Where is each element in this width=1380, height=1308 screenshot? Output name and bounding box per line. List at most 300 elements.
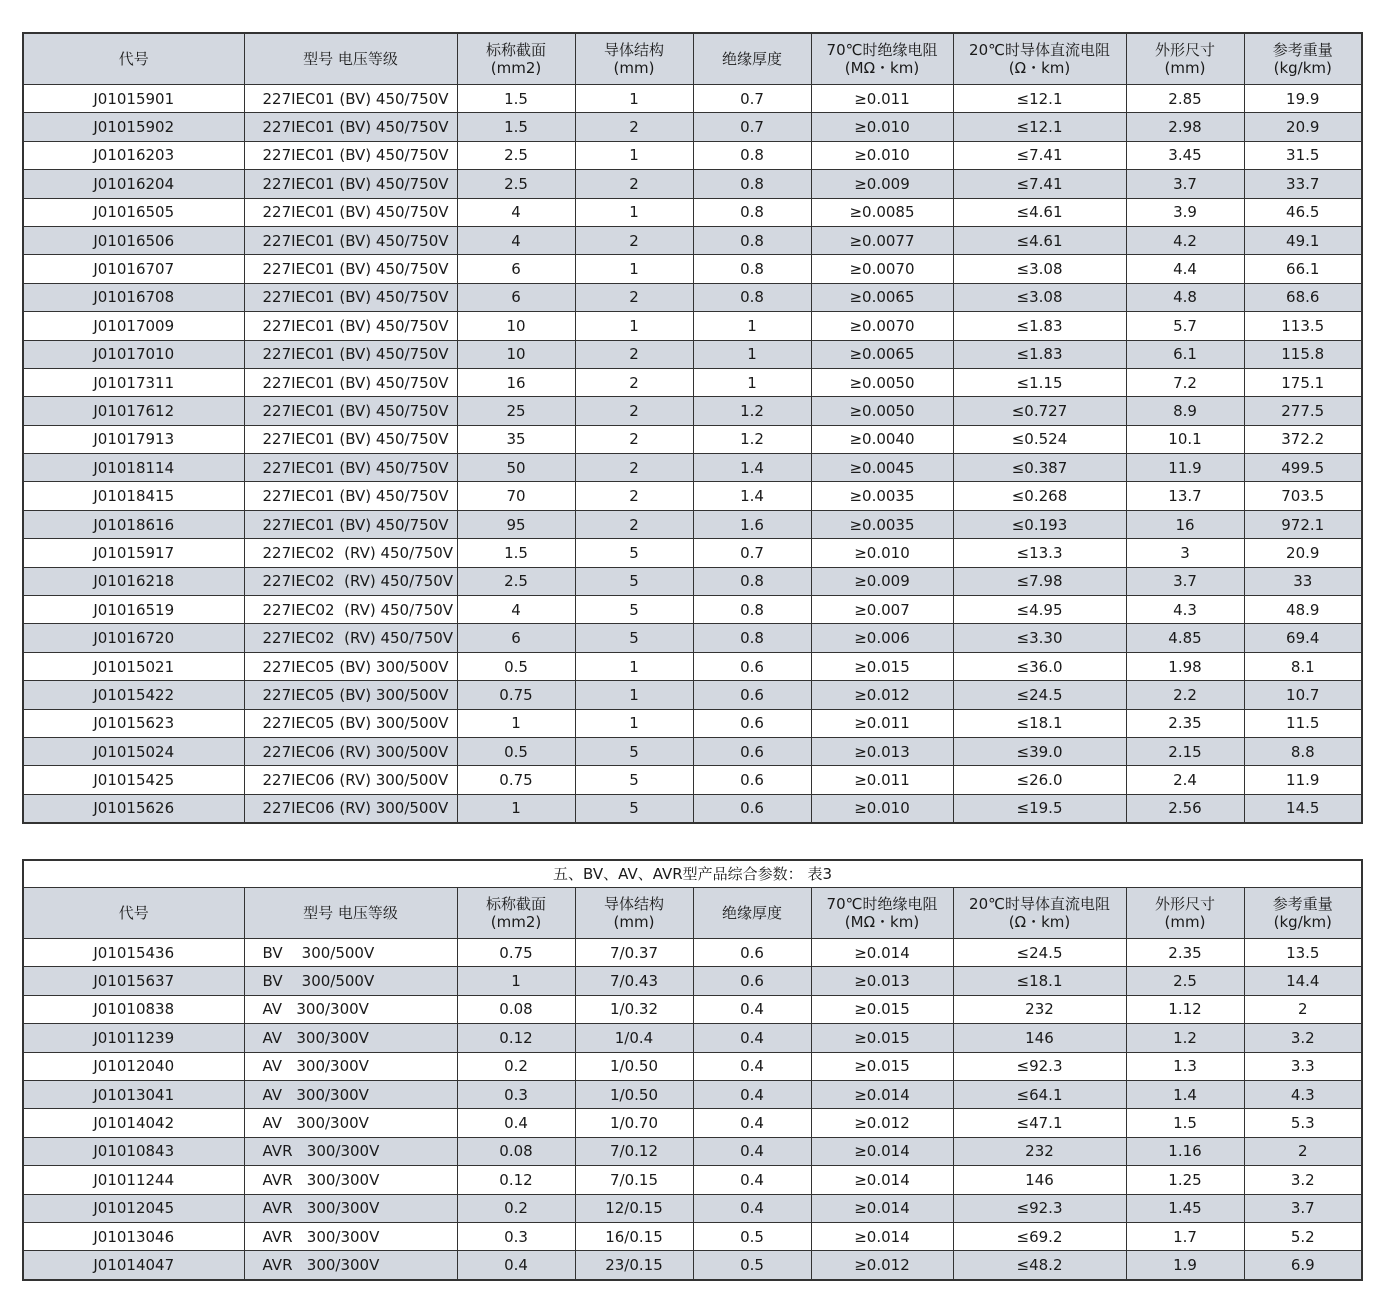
table-cell: 1 <box>575 255 693 283</box>
table-cell: AV 300/300V <box>244 1052 457 1080</box>
table-cell: ≤0.193 <box>953 510 1126 538</box>
table-cell: 46.5 <box>1244 198 1362 226</box>
table-cell: ≤1.83 <box>953 340 1126 368</box>
table-cell: 3.9 <box>1126 198 1244 226</box>
table-cell: 4 <box>457 596 575 624</box>
table-cell: ≤1.15 <box>953 368 1126 396</box>
table-cell: 11.5 <box>1244 709 1362 737</box>
table-cell: 14.4 <box>1244 967 1362 995</box>
table-cell: 227IEC01 (BV) 450/750V <box>244 283 457 311</box>
table-row <box>23 1166 1362 1194</box>
table-cell: 4.3 <box>1244 1080 1362 1108</box>
table-cell: 5 <box>575 794 693 823</box>
table-cell: 146 <box>953 1024 1126 1052</box>
table-cell: ≤24.5 <box>953 939 1126 967</box>
table-cell: 69.4 <box>1244 624 1362 652</box>
table-cell: 13.5 <box>1244 939 1362 967</box>
table-cell: J01010843 <box>23 1137 244 1165</box>
column-header-label: 参考重量 <box>1272 895 1333 913</box>
table-cell: 49.1 <box>1244 226 1362 254</box>
table-cell: J01014042 <box>23 1109 244 1137</box>
column-header-unit: (mm) <box>1164 59 1206 77</box>
table-row <box>23 1024 1362 1052</box>
table-cell: ≥0.009 <box>811 170 953 198</box>
table-cell: 4 <box>457 226 575 254</box>
column-header-label: 70℃时绝缘电阻 <box>826 895 938 913</box>
table-cell: 227IEC02 (RV) 450/750V <box>244 539 457 567</box>
table-cell: 3 <box>1126 539 1244 567</box>
table-cell: ≥0.009 <box>811 567 953 595</box>
table-cell: ≥0.0040 <box>811 425 953 453</box>
column-header <box>1126 888 1244 939</box>
table-cell: ≥0.0065 <box>811 283 953 311</box>
table-cell: 232 <box>953 995 1126 1023</box>
table-cell: 5.3 <box>1244 1109 1362 1137</box>
table-cell: 11.9 <box>1244 766 1362 794</box>
table-cell: 16 <box>1126 510 1244 538</box>
table-row <box>23 567 1362 595</box>
table-cell: 0.7 <box>693 539 811 567</box>
table-cell: 1.2 <box>1126 1024 1244 1052</box>
table-cell: 372.2 <box>1244 425 1362 453</box>
table-cell: ≥0.014 <box>811 1166 953 1194</box>
table-cell: 0.8 <box>693 255 811 283</box>
table-cell: 0.4 <box>457 1109 575 1137</box>
table-cell: ≤12.1 <box>953 85 1126 113</box>
table-cell: 2 <box>575 454 693 482</box>
table-cell: 10.1 <box>1126 425 1244 453</box>
table-cell: ≤92.3 <box>953 1052 1126 1080</box>
table-cell: 0.12 <box>457 1024 575 1052</box>
table-cell: 1 <box>575 141 693 169</box>
table-cell: 48.9 <box>1244 596 1362 624</box>
table-cell: 1 <box>575 85 693 113</box>
table-cell: 8.1 <box>1244 652 1362 680</box>
table-cell: 5.2 <box>1244 1222 1362 1250</box>
table-row <box>23 255 1362 283</box>
table-cell: ≤19.5 <box>953 794 1126 823</box>
table-cell: 1.16 <box>1126 1137 1244 1165</box>
table-cell: J01016519 <box>23 596 244 624</box>
table-cell: 2.5 <box>457 567 575 595</box>
table-cell: 227IEC01 (BV) 450/750V <box>244 226 457 254</box>
table-3-header <box>23 860 1362 939</box>
table-cell: 1.12 <box>1126 995 1244 1023</box>
table-cell: 1 <box>457 967 575 995</box>
table-cell: 0.4 <box>693 995 811 1023</box>
column-header <box>811 33 953 85</box>
table-row <box>23 1251 1362 1280</box>
table-cell: 0.3 <box>457 1222 575 1250</box>
table-cell: 14.5 <box>1244 794 1362 823</box>
column-header <box>693 888 811 939</box>
table-cell: 0.5 <box>693 1222 811 1250</box>
table-row <box>23 113 1362 141</box>
table-cell: ≥0.015 <box>811 995 953 1023</box>
table-cell: 1.5 <box>1126 1109 1244 1137</box>
table-cell: AVR 300/300V <box>244 1251 457 1280</box>
table-cell: 227IEC06 (RV) 300/500V <box>244 794 457 823</box>
table-cell: ≤18.1 <box>953 709 1126 737</box>
table-cell: 1.7 <box>1126 1222 1244 1250</box>
table-cell: 13.7 <box>1126 482 1244 510</box>
table-row <box>23 198 1362 226</box>
table-row <box>23 766 1362 794</box>
table-cell: ≥0.0050 <box>811 397 953 425</box>
table-cell: ≥0.0035 <box>811 510 953 538</box>
table-cell: 5.7 <box>1126 312 1244 340</box>
table-cell: 0.4 <box>693 1052 811 1080</box>
table-cell: 2.15 <box>1126 737 1244 765</box>
table-row <box>23 368 1362 396</box>
table-cell: 1.98 <box>1126 652 1244 680</box>
column-header-label: 型号 电压等级 <box>303 50 398 68</box>
table-cell: ≥0.007 <box>811 596 953 624</box>
column-header-unit: (Ω・km) <box>1008 913 1071 931</box>
table-cell: 0.6 <box>693 652 811 680</box>
table-3-body <box>23 939 1362 1280</box>
column-header-unit: (Ω・km) <box>1008 59 1071 77</box>
table-cell: 31.5 <box>1244 141 1362 169</box>
table-cell: J01018114 <box>23 454 244 482</box>
table-cell: J01018415 <box>23 482 244 510</box>
table-cell: ≤7.98 <box>953 567 1126 595</box>
table-cell: ≤0.727 <box>953 397 1126 425</box>
column-header-label: 外形尺寸 <box>1154 41 1215 59</box>
table-cell: J01015626 <box>23 794 244 823</box>
cable-spec-table-3 <box>22 859 1363 1281</box>
table-cell: 0.08 <box>457 995 575 1023</box>
table-cell: 227IEC02 (RV) 450/750V <box>244 596 457 624</box>
table-cell: ≤4.61 <box>953 198 1126 226</box>
table-cell: 227IEC05 (BV) 300/500V <box>244 681 457 709</box>
table-cell: 0.12 <box>457 1166 575 1194</box>
table-cell: 0.4 <box>693 1137 811 1165</box>
table-cell: 1 <box>575 709 693 737</box>
table-cell: ≥0.012 <box>811 1251 953 1280</box>
table-cell: ≥0.010 <box>811 113 953 141</box>
column-header-label: 导体结构 <box>603 41 664 59</box>
table-cell: 2 <box>575 482 693 510</box>
table-cell: 0.8 <box>693 226 811 254</box>
table-cell: 0.8 <box>693 283 811 311</box>
table-cell: 0.6 <box>693 967 811 995</box>
table-cell: 1/0.4 <box>575 1024 693 1052</box>
table-cell: 6 <box>457 255 575 283</box>
table-row <box>23 85 1362 113</box>
column-header-label: 代号 <box>118 50 149 68</box>
table-row <box>23 967 1362 995</box>
table-cell: J01015637 <box>23 967 244 995</box>
table-cell: 227IEC01 (BV) 450/750V <box>244 454 457 482</box>
table-cell: 227IEC01 (BV) 450/750V <box>244 141 457 169</box>
table-cell: 5 <box>575 567 693 595</box>
table-cell: AVR 300/300V <box>244 1194 457 1222</box>
table-cell: 175.1 <box>1244 368 1362 396</box>
column-header-label: 型号 电压等级 <box>303 904 398 922</box>
table-cell: ≤0.524 <box>953 425 1126 453</box>
table-cell: ≤4.61 <box>953 226 1126 254</box>
table-cell: 2 <box>575 340 693 368</box>
table-cell: 6 <box>457 624 575 652</box>
table-cell: ≥0.0070 <box>811 312 953 340</box>
table-cell: 35 <box>457 425 575 453</box>
table-cell: 277.5 <box>1244 397 1362 425</box>
table-cell: ≤39.0 <box>953 737 1126 765</box>
column-header-unit: (mm2) <box>490 913 542 931</box>
table-1-body <box>23 85 1362 824</box>
table-cell: ≤4.95 <box>953 596 1126 624</box>
table-row <box>23 624 1362 652</box>
table-cell: 0.6 <box>693 794 811 823</box>
table-cell: ≤7.41 <box>953 170 1126 198</box>
table-cell: ≤7.41 <box>953 141 1126 169</box>
table-cell: J01015021 <box>23 652 244 680</box>
column-header <box>575 888 693 939</box>
table-cell: ≤64.1 <box>953 1080 1126 1108</box>
table-row <box>23 397 1362 425</box>
table-cell: 113.5 <box>1244 312 1362 340</box>
column-header-unit: (kg/km) <box>1273 59 1332 77</box>
table-cell: 8.9 <box>1126 397 1244 425</box>
table-cell: 227IEC01 (BV) 450/750V <box>244 340 457 368</box>
table-cell: ≥0.015 <box>811 1052 953 1080</box>
table-cell: 1.5 <box>457 85 575 113</box>
table-cell: 0.5 <box>457 652 575 680</box>
table-cell: 0.2 <box>457 1194 575 1222</box>
table-cell: ≥0.0070 <box>811 255 953 283</box>
table-cell: 1 <box>457 794 575 823</box>
table-cell: 115.8 <box>1244 340 1362 368</box>
table-cell: ≥0.015 <box>811 1024 953 1052</box>
table-row <box>23 1137 1362 1165</box>
table-cell: J01010838 <box>23 995 244 1023</box>
table-cell: AV 300/300V <box>244 1080 457 1108</box>
table-row <box>23 1194 1362 1222</box>
column-header <box>953 33 1126 85</box>
table-cell: ≥0.014 <box>811 939 953 967</box>
table-cell: 227IEC02 (RV) 450/750V <box>244 624 457 652</box>
table-cell: J01015902 <box>23 113 244 141</box>
table-cell: ≥0.012 <box>811 681 953 709</box>
table-cell: ≤1.83 <box>953 312 1126 340</box>
table-cell: AVR 300/300V <box>244 1137 457 1165</box>
table-cell: 1.9 <box>1126 1251 1244 1280</box>
table-cell: 1/0.70 <box>575 1109 693 1137</box>
table-cell: J01016204 <box>23 170 244 198</box>
table-cell: 2 <box>1244 1137 1362 1165</box>
column-header-unit: (mm) <box>613 59 655 77</box>
table-cell: 0.4 <box>693 1080 811 1108</box>
column-header <box>1244 33 1362 85</box>
table-cell: 10 <box>457 312 575 340</box>
table-cell: 25 <box>457 397 575 425</box>
table-cell: 2.5 <box>457 170 575 198</box>
table-row <box>23 709 1362 737</box>
table-cell: J01016506 <box>23 226 244 254</box>
table-cell: 0.4 <box>693 1166 811 1194</box>
table-cell: 23/0.15 <box>575 1251 693 1280</box>
column-header-label: 20℃时导体直流电阻 <box>969 41 1110 59</box>
table-cell: 68.6 <box>1244 283 1362 311</box>
table-cell: 2 <box>575 113 693 141</box>
table-row <box>23 1080 1362 1108</box>
table-row <box>23 596 1362 624</box>
table-row <box>23 425 1362 453</box>
table-row <box>23 170 1362 198</box>
table-cell: 972.1 <box>1244 510 1362 538</box>
table-cell: 1 <box>693 312 811 340</box>
table-cell: 7.2 <box>1126 368 1244 396</box>
table-cell: J01016218 <box>23 567 244 595</box>
table-row <box>23 539 1362 567</box>
table-cell: 33 <box>1244 567 1362 595</box>
column-header <box>1244 888 1362 939</box>
column-header-label: 70℃时绝缘电阻 <box>826 41 938 59</box>
table-cell: ≥0.006 <box>811 624 953 652</box>
table-cell: ≥0.014 <box>811 1080 953 1108</box>
table-cell: 0.75 <box>457 939 575 967</box>
table-cell: J01016708 <box>23 283 244 311</box>
table-cell: 5 <box>575 737 693 765</box>
table-cell: ≥0.014 <box>811 1222 953 1250</box>
table-caption: 五、BV、AV、AVR型产品综合参数： 表3 <box>23 860 1362 888</box>
table-cell: ≤26.0 <box>953 766 1126 794</box>
table-cell: 2.85 <box>1126 85 1244 113</box>
table-cell: 227IEC05 (BV) 300/500V <box>244 652 457 680</box>
table-row <box>23 141 1362 169</box>
column-header <box>693 33 811 85</box>
table-cell: 20.9 <box>1244 539 1362 567</box>
table-cell: 0.5 <box>693 1251 811 1280</box>
table-cell: 16/0.15 <box>575 1222 693 1250</box>
table-cell: J01015917 <box>23 539 244 567</box>
table-cell: BV 300/500V <box>244 939 457 967</box>
table-cell: AVR 300/300V <box>244 1222 457 1250</box>
table-cell: 227IEC01 (BV) 450/750V <box>244 425 457 453</box>
table-row <box>23 737 1362 765</box>
table-cell: 0.6 <box>693 766 811 794</box>
table-cell: 1/0.50 <box>575 1052 693 1080</box>
table-cell: 2.35 <box>1126 939 1244 967</box>
table-row <box>23 939 1362 967</box>
table-row <box>23 1052 1362 1080</box>
table-cell: 95 <box>457 510 575 538</box>
column-header <box>811 888 953 939</box>
table-cell: J01016505 <box>23 198 244 226</box>
column-header-label: 标称截面 <box>485 41 546 59</box>
column-header <box>244 888 457 939</box>
table-cell: 227IEC01 (BV) 450/750V <box>244 255 457 283</box>
table-cell: J01018616 <box>23 510 244 538</box>
table-cell: 1.2 <box>693 397 811 425</box>
table-cell: 1 <box>457 709 575 737</box>
table-cell: 1 <box>575 652 693 680</box>
table-row <box>23 482 1362 510</box>
column-header-label: 标称截面 <box>485 895 546 913</box>
table-cell: 0.75 <box>457 681 575 709</box>
table-cell: 0.6 <box>693 939 811 967</box>
table-cell: 1.25 <box>1126 1166 1244 1194</box>
table-cell: J01015623 <box>23 709 244 737</box>
table-cell: ≤24.5 <box>953 681 1126 709</box>
table-cell: 1.5 <box>457 539 575 567</box>
table-row <box>23 312 1362 340</box>
table-cell: 0.75 <box>457 766 575 794</box>
table-cell: ≥0.013 <box>811 967 953 995</box>
table-cell: 0.7 <box>693 85 811 113</box>
table-cell: 2 <box>575 283 693 311</box>
table-cell: ≥0.011 <box>811 709 953 737</box>
table-cell: 2.98 <box>1126 113 1244 141</box>
table-cell: J01016707 <box>23 255 244 283</box>
table-cell: 11.9 <box>1126 454 1244 482</box>
table-row <box>23 681 1362 709</box>
table-cell: 0.2 <box>457 1052 575 1080</box>
table-cell: 2.35 <box>1126 709 1244 737</box>
table-cell: J01016720 <box>23 624 244 652</box>
column-header-label: 20℃时导体直流电阻 <box>969 895 1110 913</box>
table-cell: 2 <box>1244 995 1362 1023</box>
column-header <box>23 33 244 85</box>
header-row <box>23 888 1362 939</box>
table-cell: 2.5 <box>1126 967 1244 995</box>
table-cell: J01013041 <box>23 1080 244 1108</box>
table-cell: ≥0.0085 <box>811 198 953 226</box>
table-cell: 0.08 <box>457 1137 575 1165</box>
table-cell: 8.8 <box>1244 737 1362 765</box>
table-cell: ≥0.013 <box>811 737 953 765</box>
column-header-unit: (MΩ・km) <box>844 59 920 77</box>
table-row <box>23 283 1362 311</box>
table-cell: 5 <box>575 624 693 652</box>
table-cell: 2 <box>575 368 693 396</box>
table-cell: 0.3 <box>457 1080 575 1108</box>
table-cell: ≤48.2 <box>953 1251 1126 1280</box>
table-cell: ≥0.0065 <box>811 340 953 368</box>
table-cell: ≥0.010 <box>811 539 953 567</box>
table-cell: 0.8 <box>693 624 811 652</box>
table-cell: 227IEC01 (BV) 450/750V <box>244 170 457 198</box>
table-cell: 3.7 <box>1244 1194 1362 1222</box>
table-cell: 227IEC01 (BV) 450/750V <box>244 482 457 510</box>
table-cell: 7/0.12 <box>575 1137 693 1165</box>
column-header-unit: (kg/km) <box>1273 913 1332 931</box>
table-cell: 33.7 <box>1244 170 1362 198</box>
table-cell: 227IEC01 (BV) 450/750V <box>244 368 457 396</box>
table-caption-row <box>23 860 1362 888</box>
table-cell: J01011244 <box>23 1166 244 1194</box>
table-cell: 232 <box>953 1137 1126 1165</box>
table-cell: 0.6 <box>693 681 811 709</box>
table-cell: J01013046 <box>23 1222 244 1250</box>
table-cell: J01012040 <box>23 1052 244 1080</box>
table-cell: 70 <box>457 482 575 510</box>
table-cell: 1.4 <box>693 482 811 510</box>
table-cell: J01014047 <box>23 1251 244 1280</box>
table-cell: 703.5 <box>1244 482 1362 510</box>
table-cell: 4 <box>457 198 575 226</box>
table-cell: J01017009 <box>23 312 244 340</box>
table-cell: 4.2 <box>1126 226 1244 254</box>
table-cell: J01015422 <box>23 681 244 709</box>
column-header <box>1126 33 1244 85</box>
table-cell: 0.8 <box>693 596 811 624</box>
table-cell: ≤12.1 <box>953 113 1126 141</box>
table-cell: J01015901 <box>23 85 244 113</box>
table-cell: J01012045 <box>23 1194 244 1222</box>
table-cell: ≤3.08 <box>953 283 1126 311</box>
